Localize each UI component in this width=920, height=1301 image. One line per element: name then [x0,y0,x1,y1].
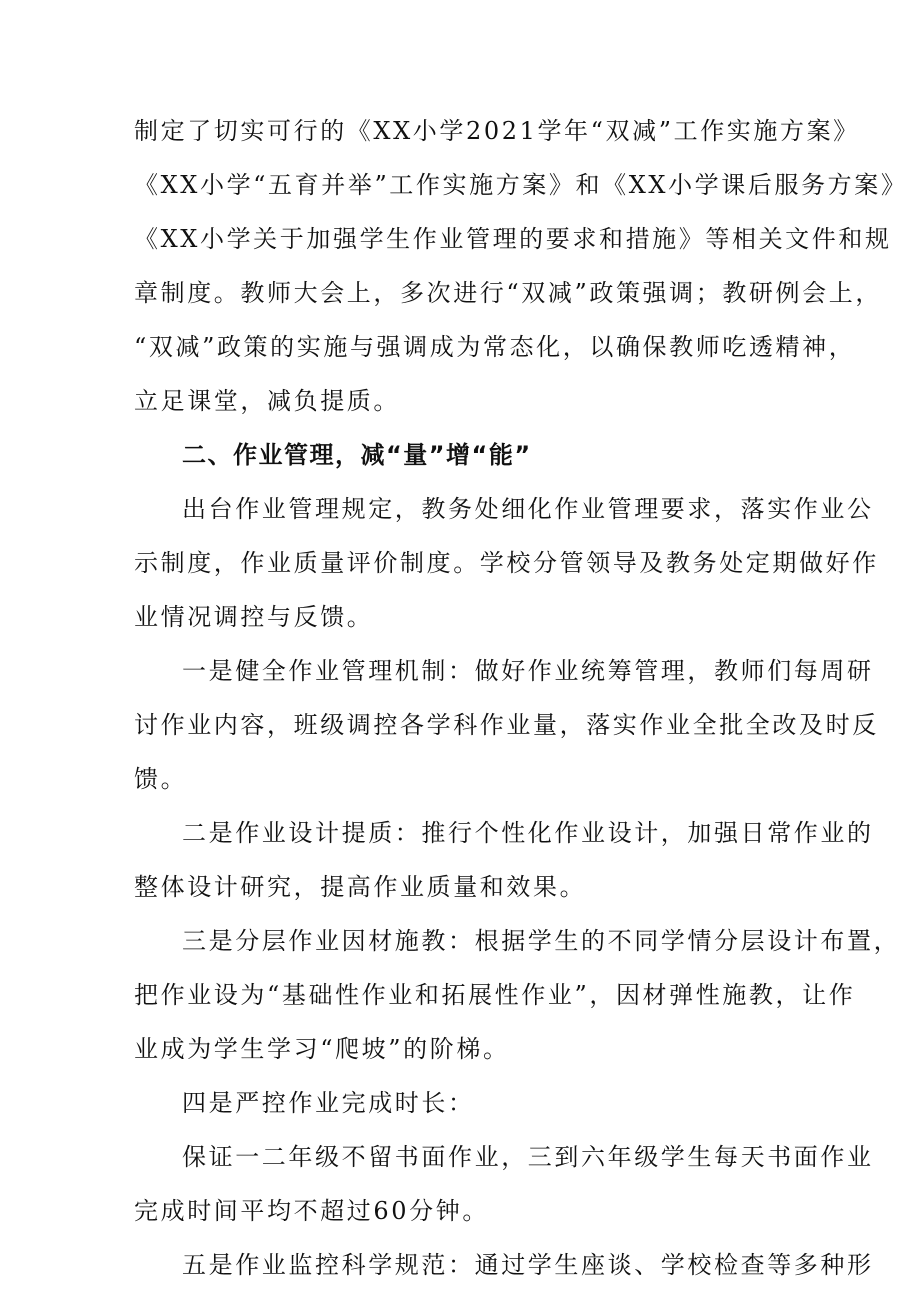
paragraph-line: “双减”政策的实施与强调成为常态化，以确保教师吃透精神， [134,333,856,361]
paragraph-line: 四是严控作业完成时长： [182,1089,475,1117]
paragraph-line: 馈。 [134,765,188,793]
paragraph-line: 讨作业内容，班级调控各学科作业量，落实作业全批全改及时反 [134,711,879,739]
section-heading: 二、作业管理，减“量”增“能” [182,441,532,469]
paragraph-line: 把作业设为“基础性作业和拓展性作业”，因材弹性施教，让作 [134,981,856,1009]
paragraph-line: 示制度，作业质量评价制度。学校分管领导及教务处定期做好作 [134,549,879,577]
paragraph-line: 保证一二年级不留书面作业，三到六年级学生每天书面作业 [182,1143,874,1171]
paragraph-line: 整体设计研究，提高作业质量和效果。 [134,873,587,901]
paragraph-line: 二是作业设计提质：推行个性化作业设计，加强日常作业的 [182,819,874,847]
paragraph-line: 章制度。教师大会上，多次进行“双减”政策强调；教研例会上， [134,279,882,307]
paragraph-line: 完成时间平均不超过60分钟。 [134,1197,489,1225]
paragraph-line: 业情况调控与反馈。 [134,603,374,631]
paragraph-line: 《XX小学关于加强学生作业管理的要求和措施》等相关文件和规 [134,225,892,253]
paragraph-line: 《XX小学“五育并举”工作实施方案》和《XX小学课后服务方案》 [134,171,908,199]
paragraph-line: 三是分层作业因材施教：根据学生的不同学情分层设计布置， [182,927,901,955]
paragraph-line: 立足课堂，减负提质。 [134,387,400,415]
paragraph-line: 制定了切实可行的《XX小学2021学年“双减”工作实施方案》 [134,117,860,145]
paragraph-line: 出台作业管理规定，教务处细化作业管理要求，落实作业公 [182,495,874,523]
paragraph-line: 五是作业监控科学规范：通过学生座谈、学校检查等多种形 [182,1251,874,1279]
paragraph-line: 业成为学生学习“爬坡”的阶梯。 [134,1035,510,1063]
paragraph-line: 一是健全作业管理机制：做好作业统筹管理，教师们每周研 [182,657,874,685]
